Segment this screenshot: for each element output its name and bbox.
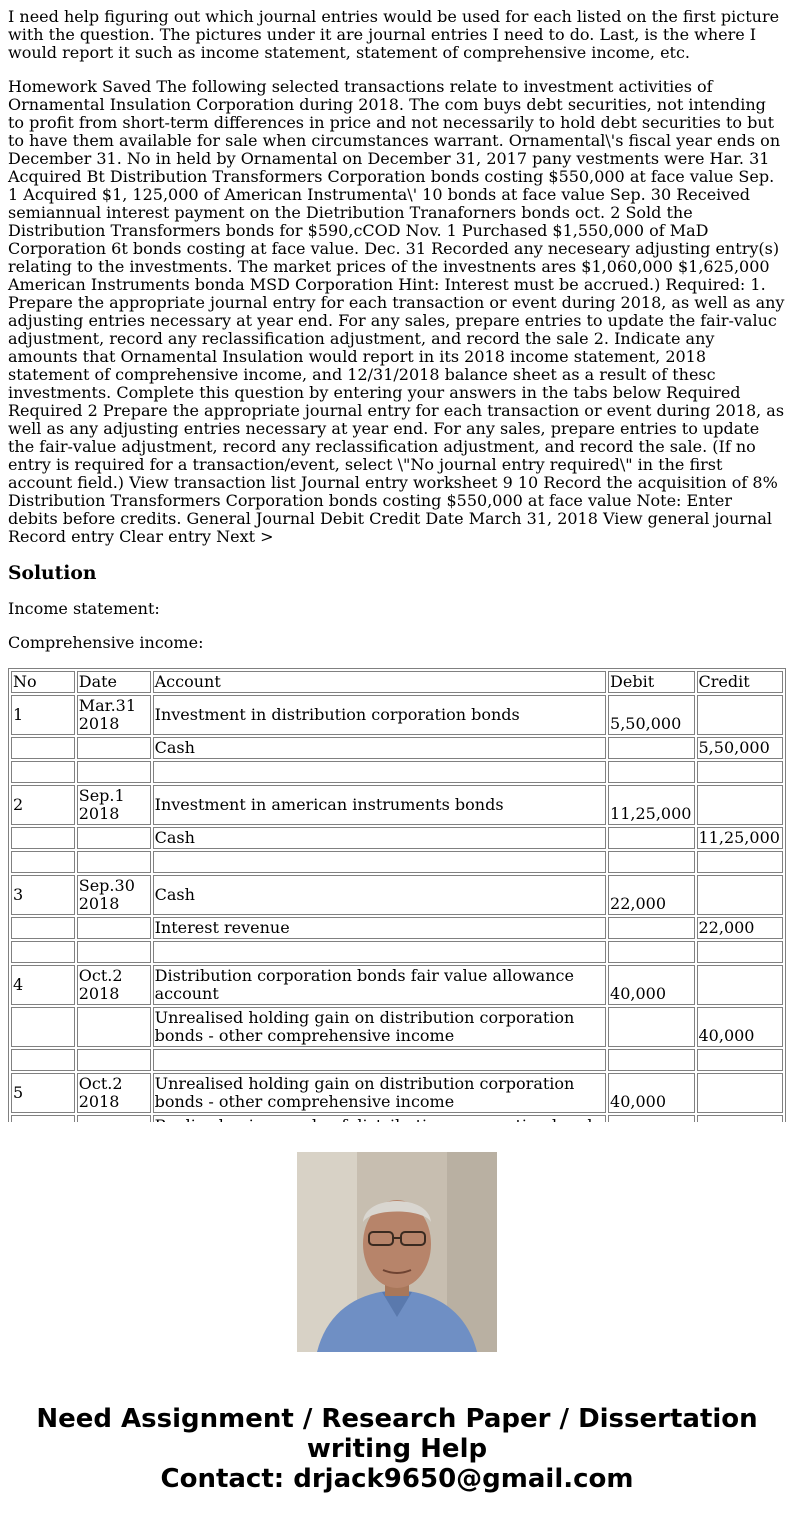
cell-credit — [697, 941, 784, 963]
avatar — [297, 1152, 497, 1352]
cell-account: Investment in distribution corporation bonds — [153, 695, 606, 735]
cell-credit — [697, 851, 784, 873]
table-row — [11, 851, 783, 873]
cell-date — [77, 1007, 151, 1047]
cell-account: Cash — [153, 875, 606, 915]
table-row — [11, 1073, 783, 1113]
table-row — [11, 917, 783, 939]
intro-text: I need help figuring out which journal entries would be used for each listed on the first picture with the question. The pictures under it are journal entries I need to do. Last, is the where I would report it such as income statement, statement of comprehensive income, etc. — [8, 7, 780, 62]
header-debit: Debit — [608, 671, 694, 693]
ad-contact: Contact: drjack9650@gmail.com — [160, 1464, 634, 1494]
cell-no — [11, 851, 75, 873]
cell-date: Oct.2 2018 — [77, 965, 151, 1005]
cell-credit: 11,25,000 — [697, 827, 784, 849]
cell-account: Investment in american instruments bonds — [153, 785, 606, 825]
table-row — [11, 827, 783, 849]
cell-credit — [697, 695, 784, 735]
cell-account: Interest revenue — [153, 917, 606, 939]
cell-no: 5 — [11, 1073, 75, 1113]
header-no: No — [11, 671, 75, 693]
cell-no — [11, 941, 75, 963]
cell-date — [77, 1049, 151, 1071]
table-row — [11, 941, 783, 963]
cell-account: Cash — [153, 737, 606, 759]
cell-debit: 11,25,000 — [608, 785, 694, 825]
cell-no — [11, 761, 75, 783]
cell-debit: 40,000 — [608, 965, 694, 1005]
cell-debit — [608, 1007, 694, 1047]
cell-date — [77, 941, 151, 963]
cell-debit — [608, 737, 694, 759]
income-statement-label: Income statement: — [8, 599, 160, 618]
table-row — [11, 1007, 783, 1047]
cell-no — [11, 827, 75, 849]
cell-debit: 5,50,000 — [608, 695, 694, 735]
cell-debit: 22,000 — [608, 875, 694, 915]
cell-debit — [608, 761, 694, 783]
cell-date: Oct.2 2018 — [77, 1073, 151, 1113]
person-photo-icon — [297, 1152, 497, 1352]
cell-account — [153, 941, 606, 963]
cell-date — [77, 737, 151, 759]
table-row — [11, 965, 783, 1005]
cell-date — [77, 917, 151, 939]
cell-debit — [608, 827, 694, 849]
header-date: Date — [77, 671, 151, 693]
cell-credit — [697, 1049, 784, 1071]
cell-credit: 5,50,000 — [697, 737, 784, 759]
cell-no: 2 — [11, 785, 75, 825]
cell-date — [77, 827, 151, 849]
cell-no — [11, 1049, 75, 1071]
cell-date: Sep.1 2018 — [77, 785, 151, 825]
cell-date: Mar.31 2018 — [77, 695, 151, 735]
cell-debit — [608, 941, 694, 963]
ad-text — [0, 1404, 794, 1494]
advertisement-banner — [0, 1122, 794, 1523]
table-row — [11, 785, 783, 825]
cell-credit: 22,000 — [697, 917, 784, 939]
cell-credit — [697, 761, 784, 783]
cell-date: Sep.30 2018 — [77, 875, 151, 915]
cell-no — [11, 917, 75, 939]
cell-account: Cash — [153, 827, 606, 849]
ad-line-1: Need Assignment / Research Paper / Dissertation — [36, 1404, 758, 1434]
table-header-row — [11, 671, 783, 693]
cell-no: 4 — [11, 965, 75, 1005]
page-content — [8, 8, 786, 1122]
cell-account: Unrealised holding gain on distribution corporation bonds - other comprehensive income — [153, 1007, 606, 1047]
cell-debit: 40,000 — [608, 1073, 694, 1113]
table-row — [11, 875, 783, 915]
cell-credit: 40,000 — [697, 1007, 784, 1047]
cell-debit — [608, 851, 694, 873]
cell-debit — [608, 1049, 694, 1071]
ad-line-2: writing Help — [306, 1434, 488, 1464]
cell-credit — [697, 965, 784, 1005]
solution-heading: Solution — [8, 562, 97, 584]
cell-no — [11, 737, 75, 759]
header-credit: Credit — [697, 671, 784, 693]
table-row — [11, 695, 783, 735]
question-text: Homework Saved The following selected transactions relate to investment activities of Ornamental Insulation Corporation during 2018. The com buys debt securities, not intending to profit from short-term differences in price and not necessarily to hold debt securities to but to have them available for sale when circumstances warrant. Ornamental\'s fiscal year ends on December 31. No in held by Ornamental on December 31, 2017 pany vestments were Har. 31 Acquired Bt Distribution Transformers Corporation bonds costing $550,000 at face value Sep. 1 Acquired $1, 125,000 of American Instrumenta\' 10 bonds at face value Sep. 30 Received semiannual interest payment on the Dietribution Tranaforners bonds oct. 2 Sold the Distribution Transformers bonds for $590,cCOD Nov. 1 Purchased $1,550,000 of MaD Corporation 6t bonds costing at face value. Dec. 31 Recorded any neceseary adjusting entry(s) relating to the investments. The market prices of the investnents ares $1,060,000 $1,625,000 American Instruments bonda MSD Corporation Hint: Interest must be accrued.) Required: 1. Prepare the appropriate journal entry for each transaction or event during 2018, as well as any adjusting entries necessary at year end. For any sales, prepare entries to update the fair-valuc adjustment, record any reclassification adjustment, and record the sale 2. Indicate any amounts that Ornamental Insulation would report in its 2018 income statement, 2018 statement of comprehensive income, and 12/31/2018 balance sheet as a result of thesc investments. Complete this question by entering your answers in the tabs below Required Required 2 Prepare the appropriate journal entry for each transaction or event during 2018, as well as any adjusting entries necessary at year end. For any sales, prepare entries to update the fair-value adjustment, record any reclassification adjustment, and record the sale. (If no entry is required for a transaction/event, select \"No journal entry required\" in the first account field.) View transaction list Journal entry worksheet 9 10 Record the acquisition of 8% Distribution Transformers Corporation bonds costing $550,000 at face value Note: Enter debits before credits. General Journal Debit Credit Date March 31, 2018 View general journal Record entry Clear entry Next > — [8, 77, 785, 546]
cell-account: Unrealised holding gain on distribution corporation bonds - other comprehensive income — [153, 1073, 606, 1113]
table-row — [11, 1049, 783, 1071]
cell-credit — [697, 875, 784, 915]
cell-no: 1 — [11, 695, 75, 735]
table-row — [11, 761, 783, 783]
cell-no — [11, 1007, 75, 1047]
cell-date — [77, 761, 151, 783]
cell-account: Distribution corporation bonds fair value allowance account — [153, 965, 606, 1005]
cell-account — [153, 851, 606, 873]
cell-credit — [697, 785, 784, 825]
table-row — [11, 737, 783, 759]
cell-account — [153, 761, 606, 783]
cell-credit — [697, 1073, 784, 1113]
cell-account — [153, 1049, 606, 1071]
cell-date — [77, 851, 151, 873]
header-account: Account — [153, 671, 606, 693]
cell-debit — [608, 917, 694, 939]
cell-no: 3 — [11, 875, 75, 915]
comprehensive-income-label: Comprehensive income: — [8, 633, 204, 652]
